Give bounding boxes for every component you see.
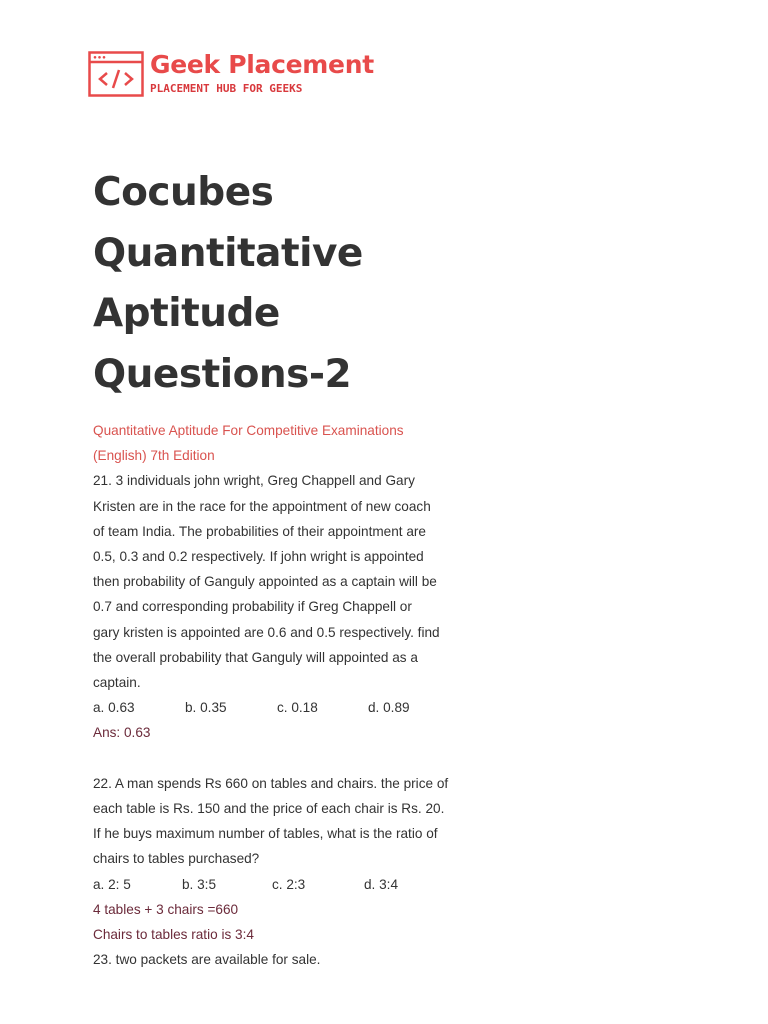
site-tagline: PLACEMENT HUB FOR GEEKS bbox=[150, 82, 303, 95]
book-link-line: (English) 7th Edition bbox=[93, 448, 215, 464]
option-d: d. 0.89 bbox=[368, 700, 410, 716]
option-b: b. 3:5 bbox=[182, 876, 217, 892]
question-text-line: 21. 3 individuals john wright, Greg Chappell and Gary bbox=[93, 473, 415, 489]
book-link[interactable] bbox=[93, 418, 453, 468]
page-title bbox=[93, 163, 513, 405]
solution-line: Chairs to tables ratio is 3:4 bbox=[93, 927, 254, 943]
title-line: Aptitude bbox=[93, 291, 280, 336]
code-window-icon bbox=[88, 51, 144, 97]
question-text-line: then probability of Ganguly appointed as a captain will be bbox=[93, 574, 437, 590]
option-d: d. 3:4 bbox=[364, 876, 399, 892]
solution-line: 4 tables + 3 chairs =660 bbox=[93, 901, 239, 917]
option-b: b. 0.35 bbox=[185, 700, 227, 716]
site-name: Geek Placement bbox=[150, 50, 374, 79]
question-text-line: gary kristen is appointed are 0.6 and 0.5 respectively. find bbox=[93, 624, 440, 640]
spacer bbox=[93, 746, 453, 771]
question-text-line: 0.5, 0.3 and 0.2 respectively. If john wright is appointed bbox=[93, 549, 424, 565]
answer-options bbox=[93, 872, 453, 897]
question-text-line: 23. two packets are available for sale. bbox=[93, 952, 321, 968]
question-text-line: 0.7 and corresponding probability if Greg Chappell or bbox=[93, 599, 412, 615]
question-text-line: Kristen are in the race for the appointment of new coach bbox=[93, 498, 431, 514]
question-text-line: of team India. The probabilities of their appointment are bbox=[93, 523, 426, 539]
title-line: Questions-2 bbox=[93, 351, 352, 397]
logo-text bbox=[150, 51, 374, 96]
option-c: c. 0.18 bbox=[277, 700, 318, 716]
question-text-line: the overall probability that Ganguly will appointed as a bbox=[93, 649, 418, 665]
question-21 bbox=[93, 468, 453, 745]
option-c: c. 2:3 bbox=[272, 876, 306, 892]
answer-options bbox=[93, 695, 453, 720]
question-23 bbox=[93, 947, 453, 972]
question-text-line: chairs to tables purchased? bbox=[93, 851, 260, 867]
question-text-line: captain. bbox=[93, 675, 141, 691]
answer-text: Ans: 0.63 bbox=[93, 725, 151, 741]
option-a: a. 2: 5 bbox=[93, 876, 131, 892]
option-a: a. 0.63 bbox=[93, 700, 135, 716]
question-22 bbox=[93, 771, 453, 947]
title-line: Quantitative bbox=[93, 230, 363, 276]
book-link-line: Quantitative Aptitude For Competitive Examinations bbox=[93, 423, 404, 438]
article-body bbox=[93, 418, 453, 972]
question-text-line: each table is Rs. 150 and the price of each chair is Rs. 20. bbox=[93, 801, 445, 817]
site-logo[interactable] bbox=[88, 51, 374, 99]
question-text-line: 22. A man spends Rs 660 on tables and chairs. the price of bbox=[93, 775, 449, 791]
title-line: Cocubes bbox=[93, 170, 274, 215]
question-text-line: If he buys maximum number of tables, what is the ratio of bbox=[93, 826, 438, 842]
